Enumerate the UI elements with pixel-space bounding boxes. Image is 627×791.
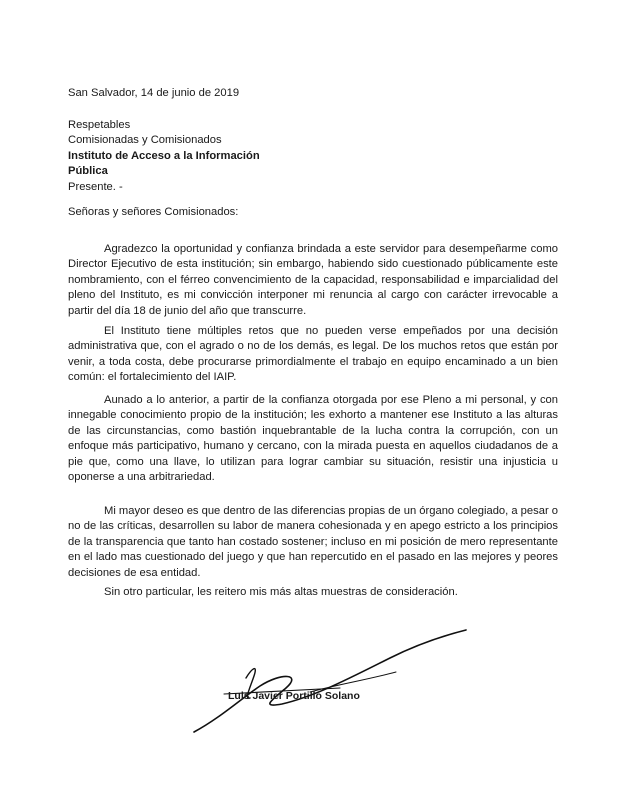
body-paragraph: Agradezco la oportunidad y confianza brindada a este servidor para desempeñarme como Director Ejecutivo de esta institución; sin embargo, habiendo sido cuestionado públicamente este nombramiento, con el férreo convencimiento de la capacidad, responsabilidad e imparcialidad del pleno del Instituto, es mi convicción interponer mi renuncia al cargo con carácter irrevocable a partir del día 18 de junio del año que transcurre.: [68, 243, 558, 317]
recipient-line-5: Presente. -: [68, 180, 123, 193]
body-paragraph: El Instituto tiene múltiples retos que no pueden verse empeñados por una decisión administrativa que, con el agrado o no de los demás, es legal. De los muchos retos que están por venir, a toda costa, debe procurarse primordialmente el trabajo en equipo encaminado a un bien común: el fortalecimiento del IAIP.: [68, 325, 558, 384]
body-paragraph: Aunado a lo anterior, a partir de la confianza otorgada por ese Pleno a mi personal, y con innegable conocimiento propio de la institución; les exhorto a mantener ese Instituto a las alturas de las circunstancias, como bastión inquebrantable de la lucha contra la corrupción, con un enfoque más participativo, humano y cercano, con la mirada puesta en aquellos ciudadanos de a pie que, como una llave, lo utilizan para lograr cambiar su situación, resistir una injusticia u oponerse a una arbitrariedad.: [68, 394, 558, 484]
place-date: San Salvador, 14 de junio de 2019: [68, 87, 240, 99]
signatory-name: Luis Javier Portillo Solano: [228, 690, 360, 702]
recipient-block: [68, 118, 260, 195]
recipient-line-2: Comisionadas y Comisionados: [68, 134, 222, 147]
recipient-line-1: Respetables: [68, 119, 131, 131]
body-paragraph: Mi mayor deseo es que dentro de las diferencias propias de un órgano colegiado, a pesar o no de las críticas, desarrollen su labor de manera cohesionada y en apego estricto a los principios de la transparencia que tanto han costado sostener; incluso en mi posición de mero representante en el lado mas cuestionado del juego y que han repercutido en el pasado en las mejores y peores decisiones de esa entidad.: [68, 505, 559, 579]
closing-line: Sin otro particular, les reitero mis más altas muestras de consideración.: [104, 586, 458, 598]
salutation: Señoras y señores Comisionados:: [68, 206, 239, 218]
recipient-institution-line-1: Instituto de Acceso a la Información: [68, 149, 260, 162]
recipient-institution-line-2: Pública: [68, 165, 108, 178]
handwritten-signature: [190, 628, 470, 738]
